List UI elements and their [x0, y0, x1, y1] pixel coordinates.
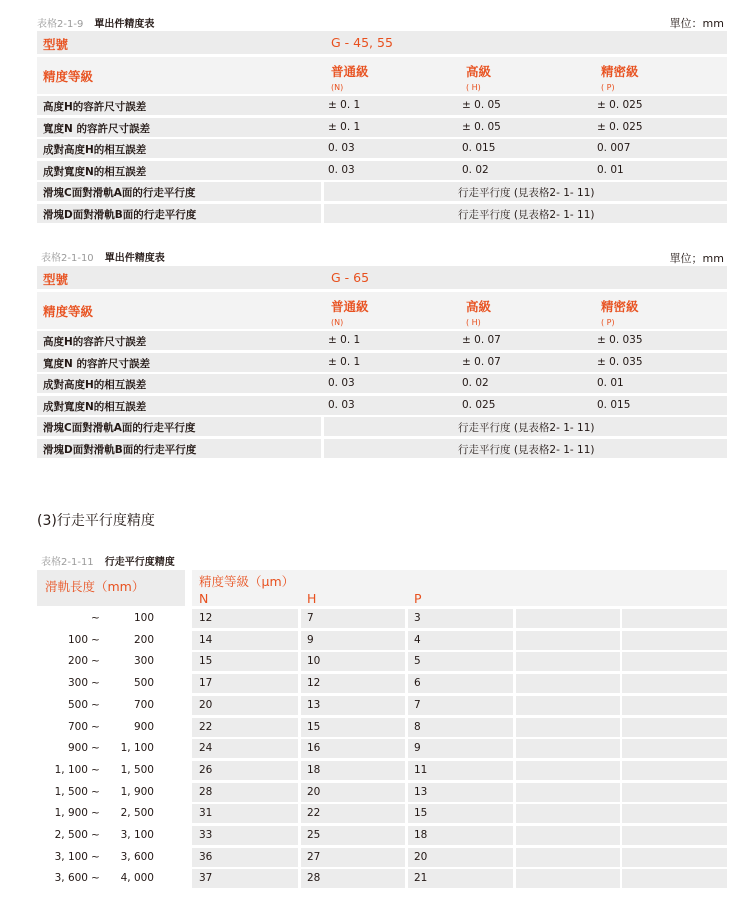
table3-cell-bg: [622, 696, 727, 715]
table3-length-to: 900: [133, 721, 154, 733]
table3-value-n: 31: [199, 807, 213, 819]
table3-value-p: 20: [414, 851, 428, 863]
table1-caption-title: 單出件精度表: [94, 19, 155, 30]
table3-value-p: 7: [414, 699, 421, 711]
table3-value-n: 24: [199, 742, 213, 754]
table1-model-label: 型號: [43, 37, 69, 52]
table1-row-n: ± 0. 1: [328, 99, 361, 111]
table1-row-n: ± 0. 1: [328, 121, 361, 133]
table2-span-value: 行走平行度 (見表格2- 1- 11): [458, 422, 595, 434]
table3-cell-bg: [622, 631, 727, 650]
table1-grade-p-code: ( P): [601, 83, 615, 92]
table1-grade-h-code: ( H): [466, 83, 481, 92]
table3-grade-label: 精度等級（μm）: [199, 574, 295, 589]
table1-row-n: 0. 03: [328, 164, 355, 176]
table2-caption: [41, 246, 165, 265]
table3-length-from: 2, 500: [54, 829, 88, 841]
table3-col-h: H: [307, 591, 317, 606]
table1-row-n: 0. 03: [328, 142, 355, 154]
table3-value-n: 28: [199, 786, 213, 798]
table3-value-p: 6: [414, 677, 421, 689]
table1-row-h: 0. 02: [462, 164, 489, 176]
table2-row-p: ± 0. 035: [597, 356, 643, 368]
table2-row-n: 0. 03: [328, 399, 355, 411]
table3-cell-bg: [516, 609, 620, 628]
table2-grade-label: 精度等級: [43, 304, 94, 319]
table2-unit: 單位；mm: [669, 252, 724, 265]
table3-length-label: 滑軌長度（mm）: [45, 579, 145, 594]
table3-range-separator: ~: [91, 634, 100, 646]
table3-length-to: 1, 900: [120, 786, 154, 798]
table3-cell-bg: [622, 609, 727, 628]
table3-col-p: P: [414, 591, 422, 606]
table3-length-from: 500: [67, 699, 88, 711]
table3-cell-bg: [516, 674, 620, 693]
table3-value-h: 20: [307, 786, 321, 798]
table3-value-h: 7: [307, 612, 314, 624]
table3-cell-bg: [408, 652, 513, 671]
table1-span-label: 滑塊D面對滑軌B面的行走平行度: [43, 209, 197, 221]
table3-range-separator: ~: [91, 851, 100, 863]
table2-grade-n: 普通級: [331, 299, 369, 314]
table3-value-n: 14: [199, 634, 213, 646]
table3-length-to: 1, 500: [120, 764, 154, 776]
table1-grade-h: 高級: [466, 64, 492, 79]
table3-length-from: 200: [67, 655, 88, 667]
table3-caption: [41, 550, 175, 569]
table3-length-to: 2, 500: [120, 807, 154, 819]
table3-cell-bg: [408, 718, 513, 737]
table3-length-to: 3, 100: [120, 829, 154, 841]
table3-range-separator: ~: [91, 786, 100, 798]
table3-caption-number: 表格2-1-11: [41, 557, 94, 568]
table3-length-to: 500: [133, 677, 154, 689]
table3-length-from: 1, 900: [54, 807, 88, 819]
table3-length-to: 700: [133, 699, 154, 711]
table3-length-to: 4, 000: [120, 872, 154, 884]
table1-row-label: 高度H的容許尺寸誤差: [43, 101, 147, 113]
table3-value-p: 9: [414, 742, 421, 754]
table3-cell-bg: [622, 848, 727, 867]
table3-cell-bg: [516, 718, 620, 737]
table2-caption-title: 單出件精度表: [104, 253, 165, 264]
table2-model-label: 型號: [43, 272, 69, 287]
table3-value-p: 13: [414, 786, 428, 798]
table1-grade-n-code: (N): [331, 83, 344, 92]
table3-cell-bg: [622, 869, 727, 888]
table2-row-n: ± 0. 1: [328, 356, 361, 368]
table3-value-p: 11: [414, 764, 428, 776]
table3-cell-bg: [516, 848, 620, 867]
table3-cell-bg: [516, 804, 620, 823]
table3-value-n: 22: [199, 721, 213, 733]
table3-cell-bg: [408, 739, 513, 758]
table3-value-h: 12: [307, 677, 321, 689]
table1-row-label: 成對寬度N的相互誤差: [43, 166, 147, 178]
table3-length-from: 700: [67, 721, 88, 733]
table3-value-h: 15: [307, 721, 321, 733]
table3-value-n: 20: [199, 699, 213, 711]
table1-row-label: 寬度N 的容許尺寸誤差: [43, 123, 150, 135]
table3-range-separator: ~: [91, 655, 100, 667]
table3-value-h: 22: [307, 807, 321, 819]
table2-span-value: 行走平行度 (見表格2- 1- 11): [458, 444, 595, 456]
table3-length-to: 1, 100: [120, 742, 154, 754]
table2-grade-h: 高級: [466, 299, 492, 314]
table3-value-h: 16: [307, 742, 321, 754]
table3-value-n: 12: [199, 612, 213, 624]
table3-length-to: 200: [133, 634, 154, 646]
table2-span-label: 滑塊C面對滑軌A面的行走平行度: [43, 422, 196, 434]
table1-grade-p: 精密級: [601, 64, 639, 79]
table3-value-h: 28: [307, 872, 321, 884]
table3-range-separator: ~: [91, 807, 100, 819]
table2-row-p: ± 0. 035: [597, 334, 643, 346]
table3-cell-bg: [622, 718, 727, 737]
table3-value-h: 25: [307, 829, 321, 841]
table1-row-h: 0. 015: [462, 142, 496, 154]
table3-length-from: 100: [67, 634, 88, 646]
table3-length-from: 1, 100: [54, 764, 88, 776]
table3-length-to: 3, 600: [120, 851, 154, 863]
table1-unit: 單位：mm: [669, 17, 724, 30]
table1-row-h: ± 0. 05: [462, 121, 501, 133]
table1-row-p: ± 0. 025: [597, 99, 643, 111]
table2-row-label: 成對高度H的相互誤差: [43, 379, 147, 391]
table3-cell-bg: [622, 652, 727, 671]
table1-row-p: ± 0. 025: [597, 121, 643, 133]
table3-value-p: 5: [414, 655, 421, 667]
table3-value-h: 18: [307, 764, 321, 776]
table2-grade-p: 精密級: [601, 299, 639, 314]
table3-cell-bg: [408, 609, 513, 628]
table3-length-to: 300: [133, 655, 154, 667]
table2-row-h: ± 0. 07: [462, 356, 501, 368]
table3-range-separator: ~: [91, 612, 100, 624]
table3-length-from: 3, 100: [54, 851, 88, 863]
table3-cell-bg: [516, 652, 620, 671]
table2-row-n: 0. 03: [328, 377, 355, 389]
table3-cell-bg: [301, 631, 405, 650]
table3-cell-bg: [516, 869, 620, 888]
table3-value-p: 8: [414, 721, 421, 733]
table3-col-n: N: [199, 591, 209, 606]
table2-grade-h-code: ( H): [466, 318, 481, 327]
table3-cell-bg: [516, 696, 620, 715]
table3-range-separator: ~: [91, 699, 100, 711]
table3-cell-bg: [516, 631, 620, 650]
table2-row-h: 0. 02: [462, 377, 489, 389]
table2-model-row: [37, 266, 727, 289]
table3-cell-bg: [622, 783, 727, 802]
table3-length-from: 900: [67, 742, 88, 754]
table3-caption-title: 行走平行度精度: [104, 557, 175, 568]
table1-span-label: 滑塊C面對滑軌A面的行走平行度: [43, 187, 196, 199]
table2-row-h: ± 0. 07: [462, 334, 501, 346]
table1-grade-label: 精度等級: [43, 69, 94, 84]
table3-cell-bg: [622, 804, 727, 823]
table3-cell-bg: [408, 696, 513, 715]
table2-row-label: 寬度N 的容許尺寸誤差: [43, 358, 150, 370]
table3-value-n: 15: [199, 655, 213, 667]
table2-row-n: ± 0. 1: [328, 334, 361, 346]
table1-row-p: 0. 01: [597, 164, 624, 176]
table2-grade-n-code: (N): [331, 318, 344, 327]
table3-length-from: 300: [67, 677, 88, 689]
table3-cell-bg: [516, 739, 620, 758]
table3-value-p: 15: [414, 807, 428, 819]
table1-caption-number: 表格2-1-9: [37, 19, 84, 30]
table1-row-label: 成對高度H的相互誤差: [43, 144, 147, 156]
table3-length-from: 1, 500: [54, 786, 88, 798]
table1-row-h: ± 0. 05: [462, 99, 501, 111]
table2-row-label: 高度H的容許尺寸誤差: [43, 336, 147, 348]
table3-cell-bg: [516, 761, 620, 780]
table3-value-n: 33: [199, 829, 213, 841]
table3-value-n: 26: [199, 764, 213, 776]
table2-span-label: 滑塊D面對滑軌B面的行走平行度: [43, 444, 197, 456]
table3-range-separator: ~: [91, 764, 100, 776]
table3-value-n: 17: [199, 677, 213, 689]
table1-grade-n: 普通級: [331, 64, 369, 79]
table3-range-separator: ~: [91, 872, 100, 884]
table2-row-p: 0. 015: [597, 399, 631, 411]
table3-value-h: 13: [307, 699, 321, 711]
table3-cell-bg: [408, 674, 513, 693]
table2-row-p: 0. 01: [597, 377, 624, 389]
table3-value-h: 10: [307, 655, 321, 667]
section-title: (3)行走平行度精度: [37, 513, 155, 529]
table1-span-value: 行走平行度 (見表格2- 1- 11): [458, 187, 595, 199]
table3-range-separator: ~: [91, 677, 100, 689]
table3-length-to: 100: [133, 612, 154, 624]
table3-value-n: 36: [199, 851, 213, 863]
table3-cell-bg: [516, 783, 620, 802]
table3-value-p: 18: [414, 829, 428, 841]
table3-cell-bg: [622, 826, 727, 845]
table3-value-p: 4: [414, 634, 421, 646]
table3-cell-bg: [408, 631, 513, 650]
table3-cell-bg: [516, 826, 620, 845]
table3-value-p: 3: [414, 612, 421, 624]
table2-row-label: 成對寬度N的相互誤差: [43, 401, 147, 413]
table3-value-h: 9: [307, 634, 314, 646]
table1-model-value: G - 45, 55: [331, 35, 393, 50]
table2-caption-number: 表格2-1-10: [41, 253, 94, 264]
table2-model-value: G - 65: [331, 270, 370, 285]
table1-span-value: 行走平行度 (見表格2- 1- 11): [458, 209, 595, 221]
table3-cell-bg: [622, 739, 727, 758]
table3-cell-bg: [622, 674, 727, 693]
table3-cell-bg: [622, 761, 727, 780]
table3-value-p: 21: [414, 872, 428, 884]
table2-row-h: 0. 025: [462, 399, 496, 411]
table1-row-p: 0. 007: [597, 142, 631, 154]
table3-range-separator: ~: [91, 829, 100, 841]
table3-value-n: 37: [199, 872, 213, 884]
table2-grade-p-code: ( P): [601, 318, 615, 327]
table3-cell-bg: [301, 609, 405, 628]
table3-length-from: 3, 600: [54, 872, 88, 884]
table3-range-separator: ~: [91, 742, 100, 754]
table3-range-separator: ~: [91, 721, 100, 733]
table1-caption: [37, 12, 154, 31]
table3-value-h: 27: [307, 851, 321, 863]
